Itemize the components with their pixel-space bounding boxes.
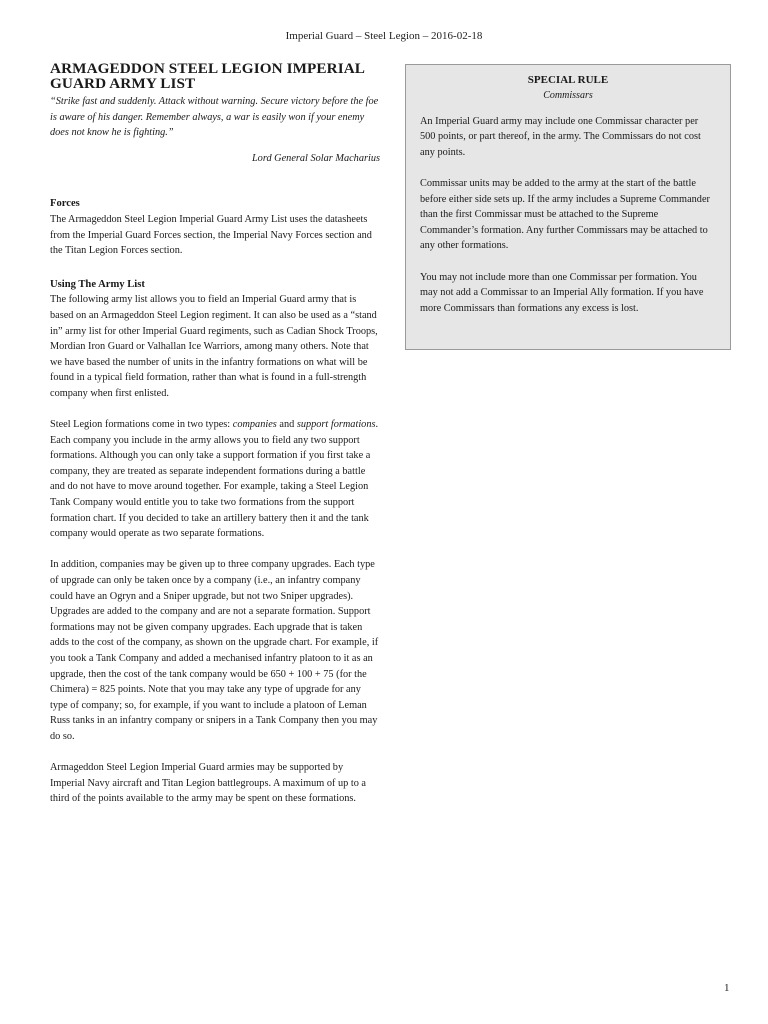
special-rule-box (405, 64, 731, 350)
special-rule-subtitle: Commissars (543, 89, 593, 101)
page-number: 1 (724, 982, 730, 994)
using-paragraph-2 (50, 417, 380, 542)
p2-support-formations: support formations (296, 419, 376, 431)
special-rule-paragraph-2: Commissar units may be added to the army at the start of the battle before either side sets up. If the army includes a Supreme Commander than the first Commissar must be attached to the Supreme Commander’s formation. Any further Commissars may be attached to any other formations. (420, 177, 710, 252)
p2-intro: Steel Legion formations come in two types: (50, 419, 233, 431)
main-column (50, 62, 380, 807)
using-paragraph-1: The following army list allows you to field an Imperial Guard army that is based on an Armageddon Steel Legion regiment. It can also be used as a “stand in” army list for other Imperial Guard regiments, such as Cadian Shock Troops, Mordian Iron Guard or Valhallan Ice Warriors, among many others. Note that we have based the number of units in the infantry formations on what will be found in a typical field formation, rather than what is found in a full-strength company when first enlisted. (50, 294, 378, 399)
p2-companies: companies (232, 419, 277, 431)
p2-and: and (276, 419, 297, 431)
forces-text: The Armageddon Steel Legion Imperial Guard Army List uses the datasheets from the Imperial Guard Forces section, the Imperial Navy Forces section and the Titan Legion Forces section. (50, 213, 372, 257)
special-rule-paragraph-3: You may not include more than one Commissar per formation. You may not add a Commissar to an Imperial Ally formation. If you have more Commissars than formations any excess is lost. (420, 271, 704, 314)
special-rule-paragraph-1: An Imperial Guard army may include one Commissar character per 500 points, or part thereof, in the army. The Commissars do not cost any points. (420, 115, 701, 158)
using-paragraph-4: Armageddon Steel Legion Imperial Guard armies may be supported by Imperial Navy aircraft and Titan Legion battlegroups. A maximum of up to a third of the points available to the army may be spent on these formations. (50, 762, 366, 805)
running-header: Imperial Guard – Steel Legion – 2016-02-18 (285, 30, 483, 42)
epigraph-quote: “Strike fast and suddenly. Attack without warning. Secure victory before the foe is aware of his danger. Remember always, a war is easily won if your enemy does not know he is fighting.” (50, 96, 379, 139)
forces-section (50, 196, 380, 258)
page-title: ARMAGEDDON STEEL LEGION IMPERIAL GUARD ARMY LIST (50, 60, 365, 92)
using-paragraph-3: In addition, companies may be given up to three company upgrades. Each type of upgrade can only be taken once by a company (i.e., an infantry company could have an Ogryn and a Sniper upgrade, but not two Sniper upgrades). Upgrades are added to the company and are not a separate formation. Support formations may not be given company upgrades. Each upgrade that is taken adds to the cost of the company, as shown on the upgrade chart. For example, if you took a Tank Company and added a mechanised infantry platoon to it as an upgrade, then the cost of the tank company would be 650 + 100 + 75 (for the Chimera) = 825 points. Note that you may take any type of upgrade for any type of company; so, for example, if you want to include a platoon of Leman Russ tanks in an infantry company or snipers in a Tank Company then you may do so. (50, 559, 379, 742)
using-army-list-section (50, 277, 380, 807)
special-rule-title: SPECIAL RULE (527, 74, 609, 86)
forces-heading: Forces (50, 198, 80, 210)
using-army-list-heading: Using The Army List (50, 278, 145, 290)
p2-rest: . Each company you include in the army allows you to field any two support formations. Although you can only take a support formation if you first take a company, they are treated as separate independent formations during a battle and do not have to move around together. For example, taking a Steel Legion Tank Company would entitle you to take two formations from the support formation chart. If you decided to take an artillery battery then it and the tank company would operate as two separate formations. (50, 419, 379, 540)
quote-attribution: Lord General Solar Macharius (251, 152, 380, 164)
